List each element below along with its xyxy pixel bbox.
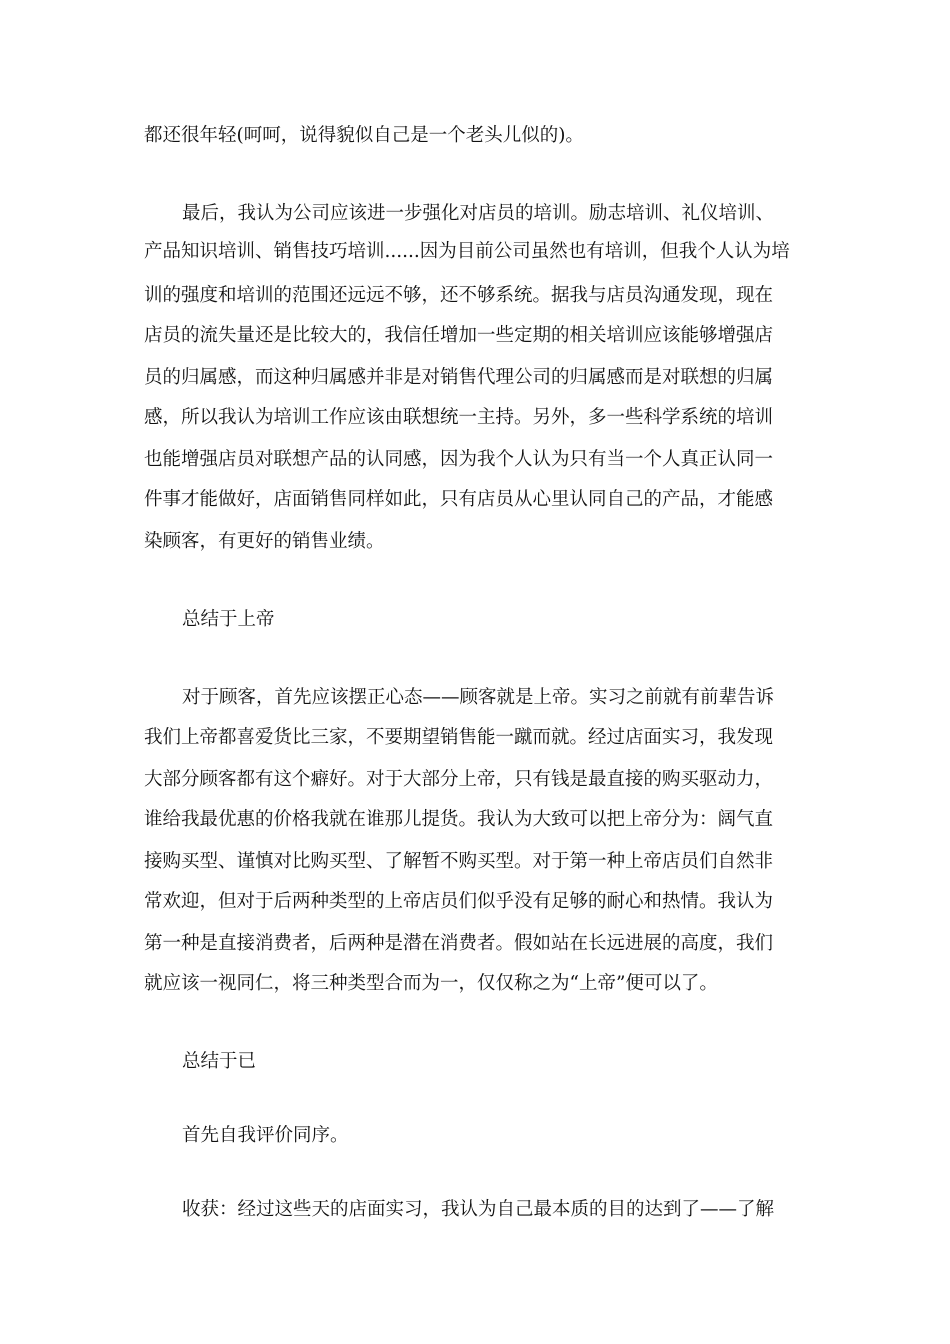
text-line: 感，所以我认为培训工作应该由联想统一主持。另外，多一些科学系统的培训 — [144, 407, 774, 428]
text-line: 训的强度和培训的范围还远远不够，还不够系统。据我与店员沟通发现，现在 — [144, 285, 774, 306]
text-line: 最后，我认为公司应该进一步强化对店员的培训。励志培训、礼仪培训、 — [182, 203, 775, 224]
text-line: 产品知识培训、销售技巧培训......因为目前公司虽然也有培训，但我个人认为培 — [144, 241, 790, 262]
text-line: 收获：经过这些天的店面实习，我认为自己最本质的目的达到了——了解 — [182, 1199, 775, 1220]
text-line: 就应该一视同仁，将三种类型合而为一，仅仅称之为“上帝”便可以了。 — [144, 973, 718, 994]
text-line: 常欢迎，但对于后两种类型的上帝店员们似乎没有足够的耐心和热情。我认为 — [144, 891, 774, 912]
text-line: 谁给我最优惠的价格我就在谁那儿提货。我认为大致可以把上帝分为：阔气直 — [144, 809, 774, 830]
text-line: 染顾客，有更好的销售业绩。 — [144, 531, 385, 552]
text-line: 都还很年轻(呵呵，说得貌似自己是一个老头儿似的)。 — [144, 125, 584, 146]
text-line: 首先自我评价同序。 — [182, 1125, 349, 1146]
section-heading: 总结于上帝 — [182, 609, 275, 630]
text-line: 大部分顾客都有这个癖好。对于大部分上帝，只有钱是最直接的购买驱动力， — [144, 769, 774, 790]
text-line: 对于顾客，首先应该摆正心态——顾客就是上帝。实习之前就有前辈告诉 — [182, 687, 775, 708]
text-line: 店员的流失量还是比较大的，我信任增加一些定期的相关培训应该能够增强店 — [144, 325, 774, 346]
text-line: 我们上帝都喜爱货比三家，不要期望销售能一蹴而就。经过店面实习，我发现 — [144, 727, 774, 748]
text-line: 件事才能做好，店面销售同样如此，只有店员从心里认同自己的产品，才能感 — [144, 489, 774, 510]
text-line: 员的归属感，而这种归属感并非是对销售代理公司的归属感而是对联想的归属 — [144, 367, 774, 388]
text-line: 第一种是直接消费者，后两种是潜在消费者。假如站在长远进展的高度，我们 — [144, 933, 774, 954]
text-line: 也能增强店员对联想产品的认同感，因为我个人认为只有当一个人真正认同一 — [144, 449, 774, 470]
section-heading: 总结于已 — [182, 1051, 257, 1072]
text-line: 接购买型、谨慎对比购买型、了解暂不购买型。对于第一种上帝店员们自然非 — [144, 851, 774, 872]
